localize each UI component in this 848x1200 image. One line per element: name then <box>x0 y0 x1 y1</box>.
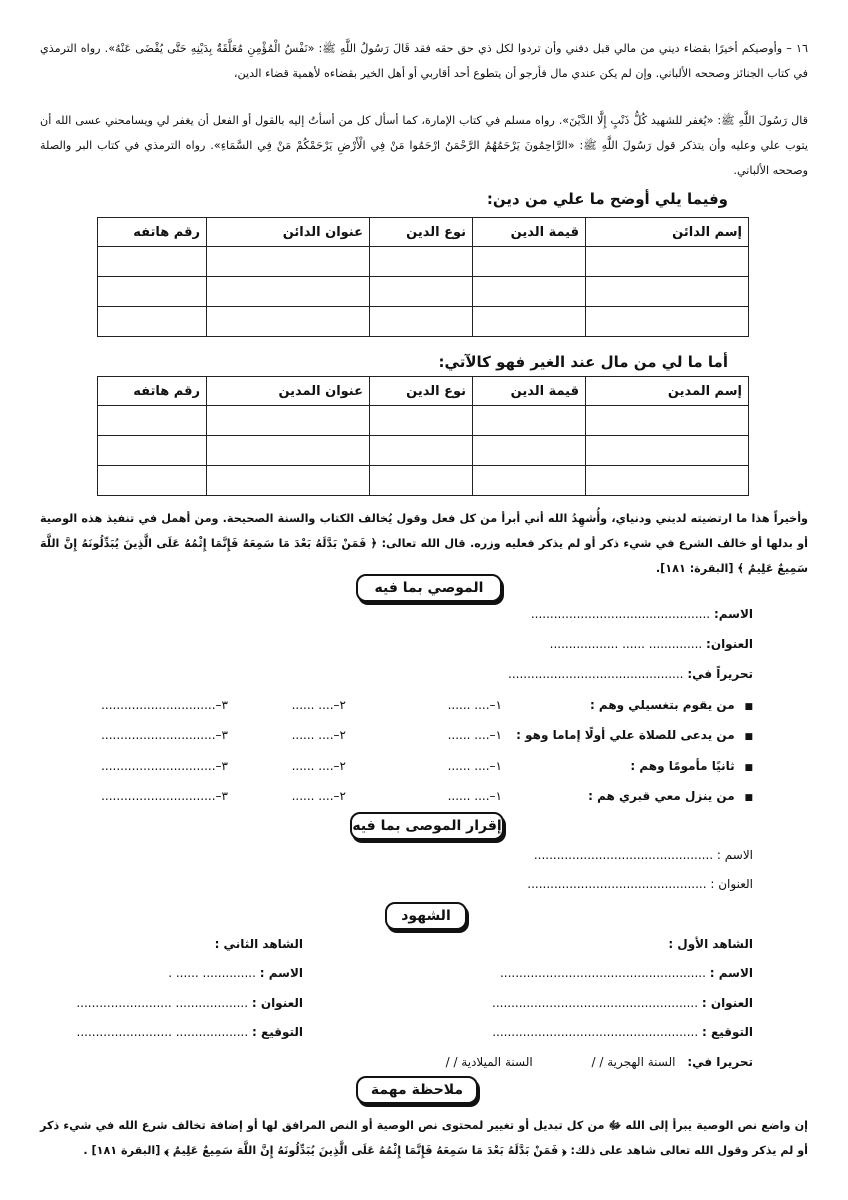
table-cell[interactable] <box>207 277 370 307</box>
bullet-icon: ■ <box>744 702 753 712</box>
column-header: نوع الدين <box>370 218 473 247</box>
name-dots[interactable]: ...................................................... <box>499 966 706 980</box>
role-slot-1[interactable]: ١–.... ...... <box>447 728 502 742</box>
table-cell[interactable] <box>98 307 207 337</box>
table-cell[interactable] <box>473 247 586 277</box>
second-witness-sign-line[interactable] <box>77 1025 303 1039</box>
table-cell[interactable] <box>586 436 749 466</box>
note-title: ملاحظة مهمة <box>356 1076 478 1104</box>
hijri-date[interactable]: السنة الهجرية / / <box>591 1055 676 1069</box>
first-witness-address-line[interactable] <box>492 996 753 1010</box>
column-header: رقم هاتفه <box>98 218 207 247</box>
table-cell[interactable] <box>370 436 473 466</box>
column-header: إسم المدين <box>586 377 749 406</box>
role-row[interactable] <box>630 759 753 773</box>
first-witness-name-line[interactable] <box>500 966 753 980</box>
written-label: تحريراً في: <box>687 667 753 681</box>
bullet-icon: ■ <box>744 793 753 803</box>
role-slot-1[interactable]: ١–.... ...... <box>447 789 502 803</box>
second-witness-label: الشاهد الثاني : <box>214 937 303 951</box>
name-label: الاسم : <box>716 848 753 862</box>
role-row[interactable] <box>588 789 753 803</box>
column-header: عنوان الدائن <box>207 218 370 247</box>
table-cell[interactable] <box>586 247 749 277</box>
second-witness-name-line[interactable] <box>168 966 303 980</box>
closing-paragraph: وأخيراً هذا ما ارتضيته لديني ودنياي، وأُشهِدُ الله أني أبرأ من كل فعل وقول يُخالف الكتاب والسنة الصحيحة. ومن أهمل في تنفيذ هذه الوصية أو بدلها أو خالف الشرع في شيء ذكر أو لم يذكر فعليه وزره. قال الله تعالى: ﴿ فَمَنْ بَدَّلَهُ بَعْدَ مَا سَمِعَهُ فَإِنَّمَا إِثْمُهُ عَلَى الَّذِينَ يُبَدِّلُونَهُ إِنَّ اللَّهَ سَمِيعٌ عَلِيمٌ ﴾ [البقرة: ١٨١]. <box>40 512 808 575</box>
gregorian-date[interactable]: السنة الميلادية / / <box>445 1055 533 1069</box>
role-slot-1[interactable]: ١–.... ...... <box>447 759 502 773</box>
acknowledgment-title: إقرار الموصى بما فيه <box>350 812 504 840</box>
table-header-row <box>98 218 749 247</box>
table-cell[interactable] <box>207 466 370 496</box>
table-cell[interactable] <box>586 406 749 436</box>
role-slot-1[interactable]: ١–.... ...... <box>447 698 502 712</box>
address-dots[interactable]: ............................................... <box>527 877 707 891</box>
table-row[interactable] <box>98 277 749 307</box>
table-cell[interactable] <box>473 307 586 337</box>
name-label: الاسم: <box>713 607 753 621</box>
table-cell[interactable] <box>370 307 473 337</box>
column-header: عنوان المدين <box>207 377 370 406</box>
table-cell[interactable] <box>207 307 370 337</box>
role-slot-3[interactable]: ٣–.............................. <box>101 789 228 803</box>
sign-dots[interactable]: ................... ......................... <box>76 1025 249 1039</box>
ack-address-line[interactable] <box>527 877 753 891</box>
bullet-icon: ■ <box>744 763 753 773</box>
name-label: الاسم : <box>709 966 753 980</box>
column-header: قيمة الدين <box>473 218 586 247</box>
name-dots[interactable]: ............................................... <box>533 848 714 862</box>
role-slot-3[interactable]: ٣–.............................. <box>101 728 228 742</box>
table-cell[interactable] <box>207 247 370 277</box>
column-header: إسم الدائن <box>586 218 749 247</box>
testator-written-line[interactable] <box>508 667 753 681</box>
table-cell[interactable] <box>207 436 370 466</box>
debts-owed-title: وفيما يلي أوضح ما علي من دين: <box>486 190 728 208</box>
role-label: من يقوم بتغسيلي وهم : <box>589 698 735 712</box>
sign-label: التوقيع : <box>702 1025 753 1039</box>
address-label: العنوان : <box>701 996 753 1010</box>
sign-dots[interactable]: ...................................................... <box>492 1025 699 1039</box>
role-label: من يدعى للصلاة علي أولًا إماما وهو : <box>516 728 735 742</box>
intro-paragraph-2: قال رَسُولَ اللَّهِ ﷺ: «يُغفر للشهيد كُلُّ ذَنْبٍ إِلَّا الدَّيْنَ». رواه مسلم في كتاب الإمارة، كما أسأل كل من أسأتُ إليه بالقول أو الفعل أن يغفر لي ويسامحني عسى الله أن يتوب علي وعليه وأن يتذكر قول رَسُولَ اللَّهِ ﷺ: «الرَّاحِمُونَ يَرْحَمُهُمُ الرَّحْمَنُ ارْحَمُوا مَنْ فِي الْأَرْضِ يَرْحَمْكُمْ مَنْ فِي السَّمَاءِ». رواه الترمذي في كتاب البر والصلة وصححه الألباني. <box>40 114 808 177</box>
address-dots[interactable]: ................... ......................... <box>76 996 249 1010</box>
table-cell[interactable] <box>370 247 473 277</box>
table-row[interactable] <box>98 406 749 436</box>
written-dots[interactable]: .............................................. <box>508 667 684 681</box>
table-cell[interactable] <box>98 436 207 466</box>
table-row[interactable] <box>98 466 749 496</box>
table-row[interactable] <box>98 436 749 466</box>
table-row[interactable] <box>98 307 749 337</box>
column-header: قيمة الدين <box>473 377 586 406</box>
debts-due-title: أما ما لي من مال عند الغير فهو كالآتي: <box>438 353 728 371</box>
debts-owed-table <box>97 217 749 337</box>
table-cell[interactable] <box>586 466 749 496</box>
name-dots[interactable]: ............................................... <box>530 607 711 621</box>
ack-name-line[interactable] <box>534 848 753 862</box>
table-cell[interactable] <box>586 277 749 307</box>
testator-name-line[interactable] <box>531 607 753 621</box>
table-cell[interactable] <box>370 406 473 436</box>
date-label: تحريرا في: <box>687 1055 753 1069</box>
note-paragraph: إن واضع نص الوصية يبرأ إلى الله ﷻ من كل تبديل أو تغيير لمحتوى نص الوصية أو النص المرافق لها أو إضافة تخالف شرع الله في شيء ذكر أو لم يذكر وقول الله تعالى شاهد على ذلك: ﴿ فَمَنْ بَدَّلَهُ بَعْدَ مَا سَمِعَهُ فَإِنَّمَا إِثْمُهُ عَلَى الَّذِينَ يُبَدِّلُونَهُ إِنَّ اللَّهَ سَمِيعٌ عَلِيمٌ ﴾ [البقرة ١٨١] . <box>40 1119 808 1157</box>
table-cell[interactable] <box>473 406 586 436</box>
name-dots[interactable]: .............. ...... . <box>168 966 256 980</box>
testator-address-line[interactable] <box>550 637 753 651</box>
debts-due-table <box>97 376 749 496</box>
address-label: العنوان : <box>251 996 303 1010</box>
column-header: رقم هاتفه <box>98 377 207 406</box>
table-header-row <box>98 377 749 406</box>
table-cell[interactable] <box>586 307 749 337</box>
name-label: الاسم : <box>259 966 303 980</box>
table-cell[interactable] <box>98 277 207 307</box>
table-cell[interactable] <box>370 277 473 307</box>
address-dots[interactable]: ...................................................... <box>492 996 699 1010</box>
role-label: ثانيًا مأمومًا وهم : <box>630 759 735 773</box>
address-label: العنوان: <box>706 637 753 651</box>
table-row[interactable] <box>98 247 749 277</box>
table-cell[interactable] <box>98 466 207 496</box>
role-slot-3[interactable]: ٣–.............................. <box>101 759 228 773</box>
role-slot-3[interactable]: ٣–.............................. <box>101 698 228 712</box>
role-label: من ينزل معي قبري هم : <box>588 789 735 803</box>
table-cell[interactable] <box>98 406 207 436</box>
role-slot-2[interactable]: ٢–.... ...... <box>291 759 346 773</box>
sign-label: التوقيع : <box>252 1025 303 1039</box>
column-header: نوع الدين <box>370 377 473 406</box>
testator-title: الموصي بما فيه <box>356 574 502 602</box>
table-cell[interactable] <box>473 466 586 496</box>
table-cell[interactable] <box>207 406 370 436</box>
table-cell[interactable] <box>98 247 207 277</box>
role-row[interactable] <box>516 728 753 742</box>
second-witness-address-line[interactable] <box>76 996 303 1010</box>
role-slot-2[interactable]: ٢–.... ...... <box>291 698 346 712</box>
first-witness-label: الشاهد الأول : <box>668 937 753 951</box>
intro-paragraph-1: ١٦ – وأوصيكم أخيرًا بقضاء ديني من مالي قبل دفني وأن تردوا لكل ذي حق حقه فقد قَالَ رَسُولُ اللَّهِ ﷺ: «نَفْسُ الْمُؤْمِنِ مُعَلَّقَةٌ بِدَيْنِهِ حَتَّى يُقْضَى عَنْهُ». رواه الترمذي في كتاب الجنائز وصححه الألباني. وإن لم يكن عندي مال فأرجو أن يتطوع أحد أقاربي أو أهل الخير بقضاءه لأهمية قضاء الدين، <box>40 42 808 80</box>
table-cell[interactable] <box>473 277 586 307</box>
role-slot-2[interactable]: ٢–.... ...... <box>291 728 346 742</box>
date-line[interactable] <box>446 1055 753 1069</box>
table-cell[interactable] <box>473 436 586 466</box>
first-witness-sign-line[interactable] <box>492 1025 753 1039</box>
witnesses-title: الشهود <box>385 902 467 930</box>
role-row[interactable] <box>590 698 753 712</box>
role-slot-2[interactable]: ٢–.... ...... <box>291 789 346 803</box>
table-cell[interactable] <box>370 466 473 496</box>
address-label: العنوان : <box>710 877 753 891</box>
address-dots[interactable]: .............. ...... .................. <box>549 637 703 651</box>
bullet-icon: ■ <box>744 732 753 742</box>
